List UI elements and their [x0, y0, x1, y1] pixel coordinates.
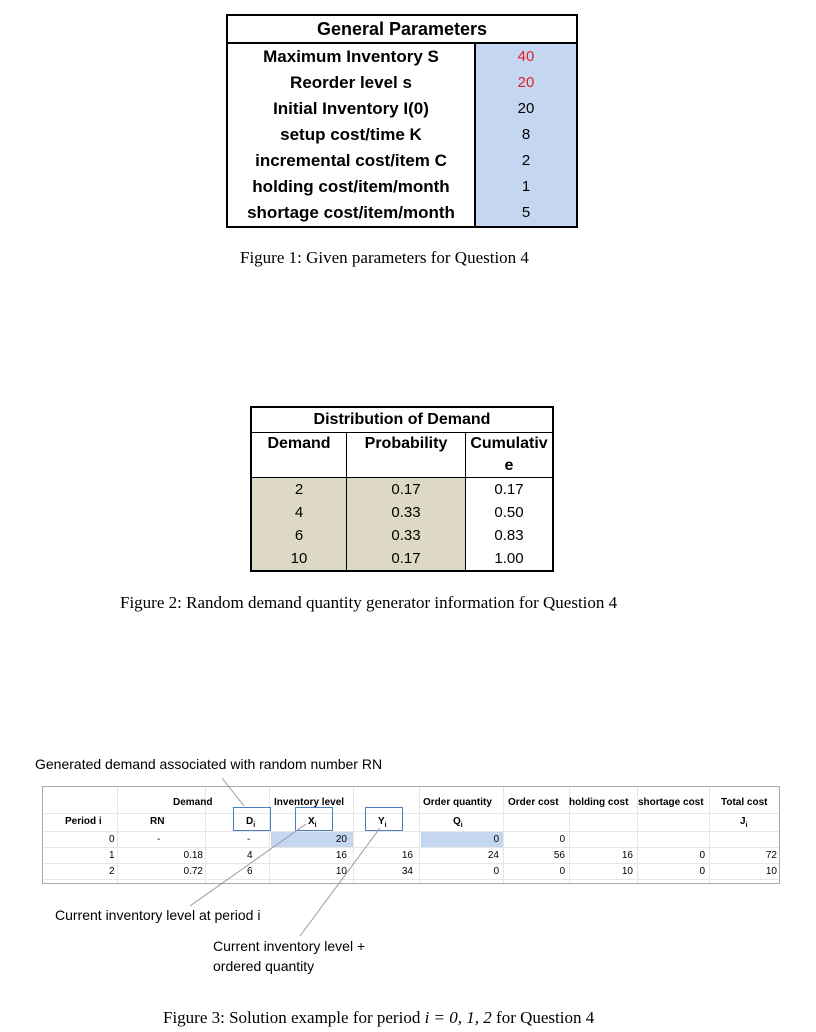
param-value: 20	[476, 96, 576, 122]
inventory-cell: 16	[335, 850, 347, 861]
note-inventory-plus-order-1: Current inventory level +	[213, 938, 366, 954]
order-quantity-cell: 0	[493, 866, 499, 877]
demand-cell: 4	[247, 850, 253, 861]
header-order-cost: Order cost	[508, 797, 559, 808]
inventory-cell: 10	[335, 866, 347, 877]
cumulative-cell: 0.50	[466, 501, 552, 524]
param-label: setup cost/time K	[228, 122, 476, 148]
probability-cell: 0.17	[347, 547, 466, 570]
note-generated-demand: Generated demand associated with random number RN	[35, 756, 383, 772]
figure1-caption: Figure 1: Given parameters for Question 4	[240, 248, 529, 267]
inventory-cell: 20	[335, 834, 347, 845]
table-title: General Parameters	[228, 16, 576, 44]
period-cell: 0	[109, 834, 115, 845]
callout-line-demand	[222, 778, 244, 806]
table-title: Distribution of Demand	[252, 408, 552, 433]
column-header: Cumulative	[470, 435, 548, 474]
header-rn: RN	[150, 816, 165, 827]
header-qi: $Q_i$	[453, 816, 463, 829]
header-shortage-cost: shortage cost	[638, 797, 704, 808]
header-holding-cost: holding cost	[569, 797, 629, 808]
rn-cell: 0.72	[183, 866, 203, 877]
param-value: 40	[476, 44, 576, 70]
note-current-inventory: Current inventory level at period i	[55, 907, 261, 923]
demand-cell: 2	[252, 478, 347, 501]
demand-cell: 6	[247, 866, 253, 877]
figure2-caption: Figure 2: Random demand quantity generator information for Question 4	[120, 593, 618, 612]
header-yi: $Y_i$	[378, 816, 387, 829]
param-label: Maximum Inventory S	[228, 44, 476, 70]
order-cost-cell: 56	[553, 850, 565, 861]
param-label: shortage cost/item/month	[228, 200, 476, 226]
figure3-caption: Figure 3: Solution example for period i = 0, 1, 2 for Question 4	[163, 1008, 595, 1027]
callout-line-current-inventory	[190, 824, 306, 906]
param-label: incremental cost/item C	[228, 148, 476, 174]
param-label: Initial Inventory I(0)	[228, 96, 476, 122]
demand-cell: 6	[252, 524, 347, 547]
holding-cost-cell: 16	[621, 850, 633, 861]
header-demand: Demand	[173, 797, 213, 808]
probability-cell: 0.33	[347, 524, 466, 547]
order-quantity-cell: 0	[493, 834, 499, 845]
note-inventory-plus-order-2: ordered quantity	[213, 958, 315, 974]
rn-cell: -	[157, 834, 161, 845]
total-cost-cell: 72	[765, 850, 777, 861]
order-quantity-cell: 24	[487, 850, 499, 861]
param-value: 5	[476, 200, 576, 226]
header-xi: $X_i$	[308, 816, 317, 829]
yi-cell: 16	[401, 850, 413, 861]
cumulative-cell: 1.00	[466, 547, 552, 570]
demand-cell: 10	[252, 547, 347, 570]
shortage-cost-cell: 0	[699, 850, 705, 861]
order-cost-cell: 0	[559, 866, 565, 877]
param-label: Reorder level s	[228, 70, 476, 96]
param-value: 1	[476, 174, 576, 200]
header-period: Period i	[65, 816, 102, 827]
holding-cost-cell: 10	[621, 866, 633, 877]
yi-cell: 34	[401, 866, 413, 877]
header-di: $D_i$	[246, 816, 256, 829]
period-cell: 1	[109, 850, 115, 861]
callout-line-plus-order	[300, 828, 380, 936]
column-header: Demand	[252, 433, 347, 477]
column-header: Probability	[347, 433, 466, 477]
rn-cell: 0.18	[183, 850, 203, 861]
period-cell: 2	[109, 866, 115, 877]
demand-cell: -	[247, 834, 251, 845]
header-total-cost: Total cost	[721, 797, 768, 808]
param-value: 2	[476, 148, 576, 174]
param-label: holding cost/item/month	[228, 174, 476, 200]
probability-cell: 0.17	[347, 478, 466, 501]
header-order-quantity: Order quantity	[423, 797, 492, 808]
probability-cell: 0.33	[347, 501, 466, 524]
header-ji: $J_i$	[740, 816, 748, 829]
demand-cell: 4	[252, 501, 347, 524]
total-cost-cell: 10	[765, 866, 777, 877]
header-inventory-level: Inventory level	[274, 797, 345, 808]
cumulative-cell: 0.83	[466, 524, 552, 547]
param-value: 20	[476, 70, 576, 96]
shortage-cost-cell: 0	[699, 866, 705, 877]
cumulative-cell: 0.17	[466, 478, 552, 501]
order-cost-cell: 0	[559, 834, 565, 845]
param-value: 8	[476, 122, 576, 148]
